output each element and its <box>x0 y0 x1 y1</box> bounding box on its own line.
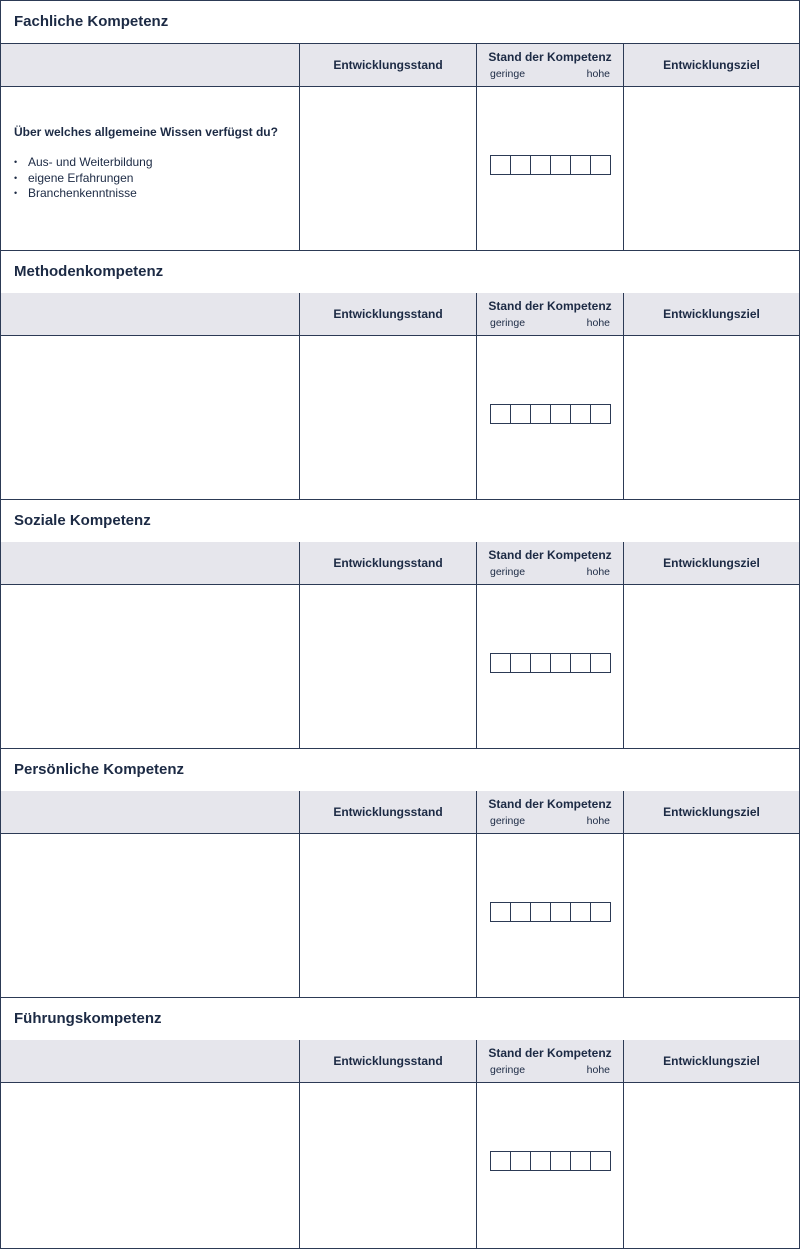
rating-scale <box>490 404 611 424</box>
column-divider <box>476 1040 477 1248</box>
section-soziale-kompetenz <box>1 499 799 748</box>
section-body-row <box>1 834 799 997</box>
column-divider <box>299 1040 300 1248</box>
header-development-goal: Entwicklungsziel <box>663 556 760 570</box>
rating-box-6[interactable] <box>590 155 611 175</box>
rating-box-4[interactable] <box>550 1151 571 1171</box>
column-header-row <box>1 293 799 336</box>
header-development-goal: Entwicklungsziel <box>663 1054 760 1068</box>
competence-level-title: Stand der Kompetenz <box>488 299 612 313</box>
column-divider <box>476 791 477 997</box>
scale-low-label: geringe <box>490 815 526 827</box>
header-development-status: Entwicklungsstand <box>333 1054 443 1068</box>
section-title-row <box>1 748 799 792</box>
header-development-status: Entwicklungsstand <box>333 58 443 72</box>
column-divider <box>623 44 624 250</box>
section-title: Führungskompetenz <box>14 1010 162 1027</box>
rating-box-5[interactable] <box>570 653 591 673</box>
competence-level-title: Stand der Kompetenz <box>488 1046 612 1060</box>
rating-box-2[interactable] <box>510 1151 531 1171</box>
header-competence-level <box>477 791 623 833</box>
section-body-row <box>1 87 799 250</box>
header-development-goal: Entwicklungsziel <box>663 307 760 321</box>
header-development-status: Entwicklungsstand <box>333 805 443 819</box>
header-development-status: Entwicklungsstand <box>333 556 443 570</box>
section-title-row <box>1 250 799 294</box>
scale-high-label: hohe <box>586 68 610 80</box>
scale-low-label: geringe <box>490 566 526 578</box>
rating-box-5[interactable] <box>570 155 591 175</box>
rating-box-1[interactable] <box>490 653 511 673</box>
column-header-row <box>1 791 799 834</box>
competence-level-title: Stand der Kompetenz <box>488 548 612 562</box>
rating-box-1[interactable] <box>490 404 511 424</box>
column-divider <box>623 293 624 499</box>
header-development-goal: Entwicklungsziel <box>663 805 760 819</box>
rating-box-5[interactable] <box>570 404 591 424</box>
section-body-row <box>1 585 799 748</box>
rating-box-4[interactable] <box>550 404 571 424</box>
section-fachliche-kompetenz <box>1 1 799 250</box>
rating-scale <box>490 155 611 175</box>
scale-high-label: hohe <box>586 566 610 578</box>
rating-box-2[interactable] <box>510 404 531 424</box>
scale-low-label: geringe <box>490 317 526 329</box>
column-divider <box>623 791 624 997</box>
column-divider <box>623 1040 624 1248</box>
column-header-row <box>1 44 799 87</box>
rating-box-3[interactable] <box>530 902 551 922</box>
header-competence-level <box>477 293 623 335</box>
header-competence-level <box>477 542 623 584</box>
column-divider <box>299 542 300 748</box>
rating-box-6[interactable] <box>590 1151 611 1171</box>
column-divider <box>299 44 300 250</box>
rating-scale <box>490 1151 611 1171</box>
section-body-row <box>1 336 799 499</box>
rating-box-6[interactable] <box>590 653 611 673</box>
rating-box-6[interactable] <box>590 404 611 424</box>
rating-box-1[interactable] <box>490 155 511 175</box>
rating-box-3[interactable] <box>530 653 551 673</box>
rating-box-5[interactable] <box>570 902 591 922</box>
bullet-item: • Aus- und Weiterbildung <box>14 155 153 171</box>
section-title: Fachliche Kompetenz <box>14 13 169 30</box>
header-competence-level <box>477 44 623 86</box>
section-title: Methodenkompetenz <box>14 263 164 280</box>
column-divider <box>476 542 477 748</box>
header-development-status: Entwicklungsstand <box>333 307 443 321</box>
section-title-row <box>1 997 799 1041</box>
rating-scale <box>490 653 611 673</box>
header-competence-level <box>477 1040 623 1082</box>
header-development-goal: Entwicklungsziel <box>663 58 760 72</box>
scale-high-label: hohe <box>586 317 610 329</box>
section-title-row <box>1 1 799 44</box>
column-header-row <box>1 1040 799 1083</box>
column-divider <box>299 791 300 997</box>
rating-box-3[interactable] <box>530 1151 551 1171</box>
section-persoenliche-kompetenz <box>1 748 799 997</box>
column-divider <box>623 542 624 748</box>
section-methodenkompetenz <box>1 250 799 499</box>
rating-box-3[interactable] <box>530 155 551 175</box>
section-title-row <box>1 499 799 543</box>
question-text: Über welches allgemeine Wissen verfügst du? <box>14 125 278 139</box>
competence-level-title: Stand der Kompetenz <box>488 50 612 64</box>
section-title: Persönliche Kompetenz <box>14 761 185 778</box>
rating-box-4[interactable] <box>550 902 571 922</box>
bullet-list <box>14 155 153 202</box>
competence-level-title: Stand der Kompetenz <box>488 797 612 811</box>
section-title: Soziale Kompetenz <box>14 512 151 529</box>
section-fuehrungskompetenz <box>1 997 799 1248</box>
rating-box-2[interactable] <box>510 902 531 922</box>
scale-high-label: hohe <box>586 1064 610 1076</box>
scale-high-label: hohe <box>586 815 610 827</box>
bullet-item: • eigene Erfahrungen <box>14 171 153 187</box>
rating-box-2[interactable] <box>510 155 531 175</box>
rating-scale <box>490 902 611 922</box>
rating-box-3[interactable] <box>530 404 551 424</box>
scale-low-label: geringe <box>490 1064 526 1076</box>
column-divider <box>476 44 477 250</box>
bullet-item: • Branchenkenntnisse <box>14 186 153 202</box>
rating-box-6[interactable] <box>590 902 611 922</box>
column-header-row <box>1 542 799 585</box>
rating-box-2[interactable] <box>510 653 531 673</box>
rating-box-1[interactable] <box>490 1151 511 1171</box>
rating-box-4[interactable] <box>550 653 571 673</box>
rating-box-5[interactable] <box>570 1151 591 1171</box>
section-body-row <box>1 1083 799 1248</box>
rating-box-1[interactable] <box>490 902 511 922</box>
rating-box-4[interactable] <box>550 155 571 175</box>
column-divider <box>476 293 477 499</box>
scale-low-label: geringe <box>490 68 526 80</box>
column-divider <box>299 293 300 499</box>
